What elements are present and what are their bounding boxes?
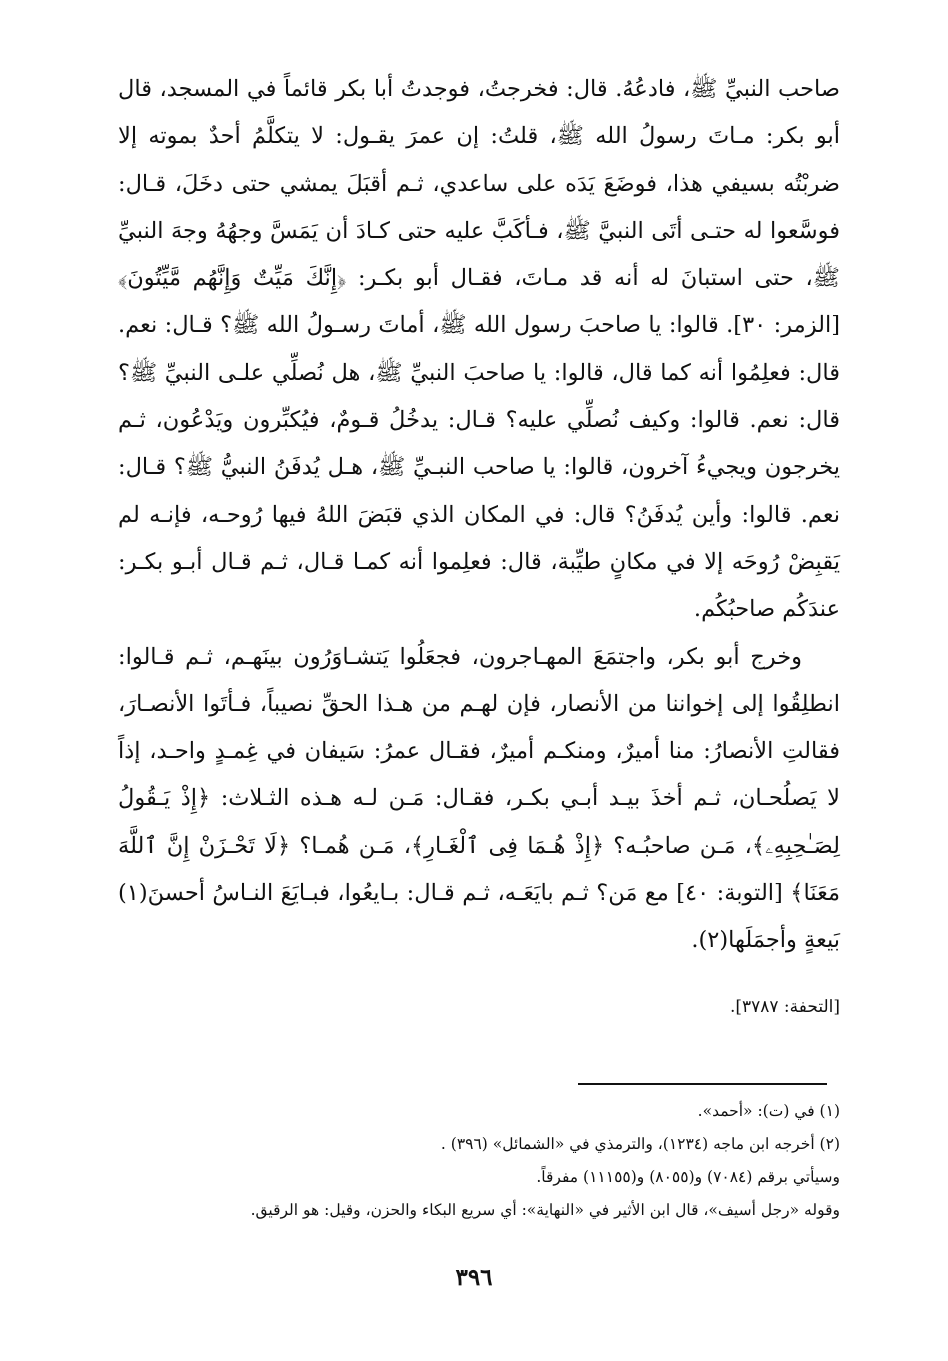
tuhfa-reference: [التحفة: ٣٧٨٧]. — [729, 997, 840, 1017]
footnote-separator — [578, 1083, 827, 1085]
footnote-1: (١) في (ت): «أحمد». — [697, 1102, 840, 1120]
footnote-2-explanation: وقوله «رجل أسيف»، قال ابن الأثير في «النهاية»: أي سريع البكاء والحزن، وقيل: هو الرقيق. — [250, 1201, 840, 1219]
paragraph-1: صاحب النبيِّ ﷺ، فادعُهُ. قال: فخرجتُ، فوجدتُ أبا بكر قائماً في المسجد، قال أبو بكر: مـاتَ رسولُ الله ﷺ، قلتُ: إن عمرَ يقـول: لا يتكلَّمُ أحدٌ بموته إلا ضربْتُه بسيفي هذا، فوضَعَ يَدَه على ساعدي، ثـم أقبَلَ يمشي حتى دخَلَ، قـال: فوسَّعوا له حتـى أتَى النبيَّ ﷺ، فـأكَبَّ عليه حتى كـادَ أن يَمَسَّ وجهُهُ وجهَ النبيِّ ﷺ، حتى استبانَ له أنه قد مـاتَ، فقـال أبو بكـر: ﴿إِنَّكَ مَيِّتٌ وَإِنَّهُم مَّيِّتُونَ﴾ [الزمر: ٣٠]. قالوا: يا صاحبَ رسول الله ﷺ، أماتَ رسـولُ الله ﷺ؟ قـال: نعم. قال: فعلِمُوا أنه كما قال، قالوا: يا صاحبَ النبيِّ ﷺ، هل نُصلِّي علـى النبيِّ ﷺ؟ قال: نعم. قالوا: وكيف نُصلِّي عليه؟ قـال: يدخُلُ قـومٌ، فيُكبِّرون ويَدْعُون، ثـم يخرجون ويجيءُ آخرون، قالوا: يا صاحب النبـيِّ ﷺ، هـل يُدفَنُ النبيُّ ﷺ؟ قـال: نعم. قالوا: وأين يُدفَنُ؟ قال: في المكان الذي قبَضَ اللهُ فيها رُوحـه، فإنـه لم يَقبِضْ رُوحَه إلا في مكانٍ طيِّبة، قال: فعلِموا أنه كمـا قـال، ثـم قـال أبـو بكـر: عندَكُم صاحبُكُم. — [118, 76, 841, 623]
page-number: ٣٩٦ — [455, 1264, 493, 1291]
paragraph-2: وخرج أبو بكر، واجتمَعَ المهـاجرون، فجعَلُوا يَتشـاوَرُون بينَهـم، ثـم قـالوا: انطلِقُوا إلى إخواننا من الأنصار، فإن لهـم من هـذا الحقِّ نصيباً، فـأتَوا الأنصـارَ، فقالتِ الأنصارُ: منا أميرٌ، ومنكـم أميرٌ، فقـال عمرُ: سَيفان في غِمـدٍ واحـد، إذاً لا يَصلُحـان، ثـم أخذَ بيـد أبـي بكـر، فقـال: مَـن لـه هـذه الثـلاث: ﴿إِذْ يَـقُولُ لِصَـٰحِبِهِۦ﴾، مَـن صاحبُـه؟ ﴿إِذْ هُـمَا فِى ٱلْغَـارِ﴾، مَـن هُمـا؟ ﴿لَا تَحْـزَنْ إِنَّ ٱللَّهَ مَعَنَا﴾ [التوبة: ٤٠] مع مَن؟ ثـم بايَعَـه، ثـم قـال: بـايعُوا، فبـايَعَ النـاسُ أحسنَ(١) بَيعةٍ وأجمَلَها(٢). — [118, 643, 840, 954]
footnote-2-continuation: وسيأتي برقم (٧٠٨٤) و(٨٠٥٥) و(١١١٥٥) مفرقاً. — [536, 1168, 840, 1186]
footnotes — [118, 1095, 840, 1227]
footnote-2: (٢) أخرجه ابن ماجه (١٢٣٤)، والترمذي في «الشمائل» (٣٩٦) . — [440, 1135, 840, 1153]
main-text-body — [118, 66, 840, 965]
